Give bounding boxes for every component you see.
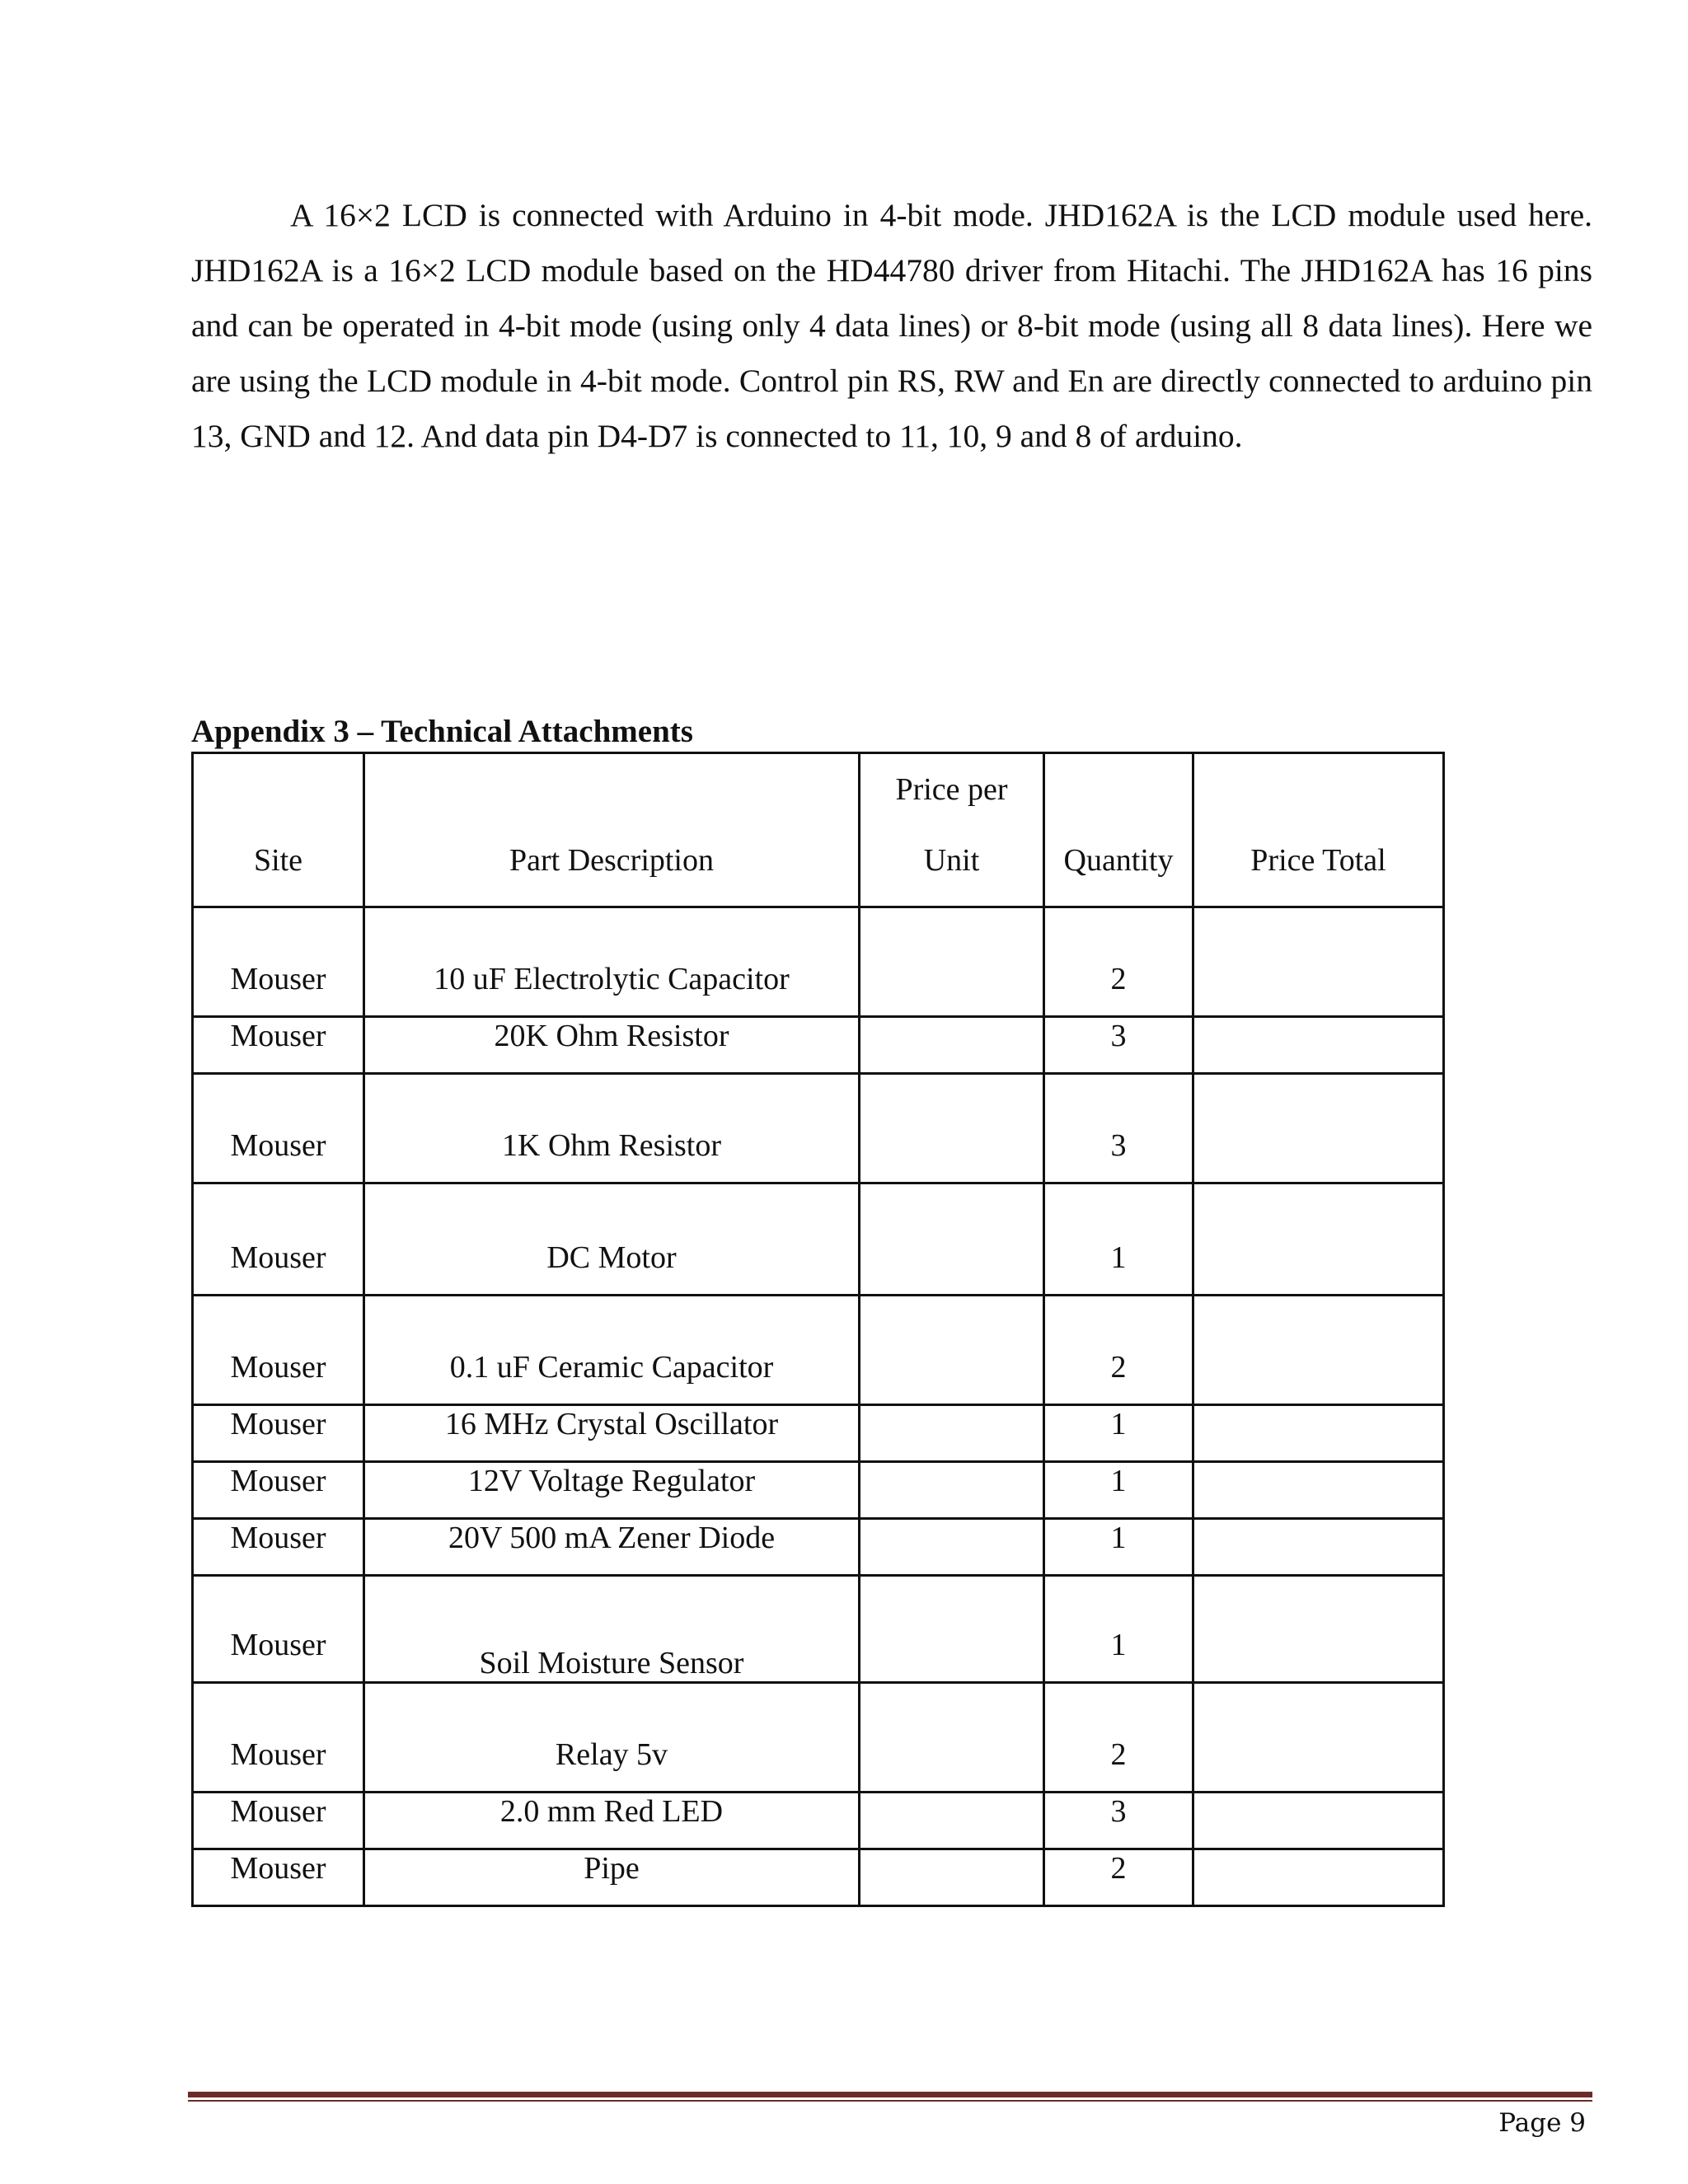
table-row [193, 1017, 1444, 1074]
row-quantity: 2 [1044, 1296, 1193, 1405]
row-price-total [1193, 1683, 1444, 1793]
row-quantity: 2 [1044, 907, 1193, 1017]
footer-rule-thin [188, 2100, 1592, 2102]
row-part: Soil Moisture Sensor [364, 1576, 860, 1683]
row-price-total [1193, 1519, 1444, 1576]
row-price-total [1193, 907, 1444, 1017]
row-price-total [1193, 1296, 1444, 1405]
row-site: Mouser [193, 1849, 364, 1906]
row-quantity: 1 [1044, 1462, 1193, 1519]
row-quantity: 1 [1044, 1576, 1193, 1683]
row-quantity: 3 [1044, 1017, 1193, 1074]
row-price-total [1193, 1405, 1444, 1462]
row-quantity: 1 [1044, 1183, 1193, 1296]
table-row [193, 1793, 1444, 1849]
row-price-total [1193, 1576, 1444, 1683]
row-part: Relay 5v [364, 1683, 860, 1793]
row-price-unit [860, 1576, 1044, 1683]
header-price-line1: Price per [895, 772, 1008, 807]
row-price-unit [860, 1074, 1044, 1183]
header-price-per-unit [860, 753, 1044, 907]
row-price-total [1193, 1849, 1444, 1906]
table-row [193, 1296, 1444, 1405]
row-price-unit [860, 1683, 1044, 1793]
row-price-total [1193, 1074, 1444, 1183]
row-site: Mouser [193, 1074, 364, 1183]
footer-rule-thick [188, 2092, 1592, 2097]
row-quantity: 2 [1044, 1849, 1193, 1906]
header-site: Site [193, 753, 364, 907]
row-quantity: 1 [1044, 1519, 1193, 1576]
row-site: Mouser [193, 1183, 364, 1296]
page-number: Page 9 [1498, 2108, 1586, 2138]
row-part: 2.0 mm Red LED [364, 1793, 860, 1849]
table-row [193, 1405, 1444, 1462]
row-part: 10 uF Electrolytic Capacitor [364, 907, 860, 1017]
row-site: Mouser [193, 907, 364, 1017]
parts-table [191, 752, 1445, 1907]
row-site: Mouser [193, 1405, 364, 1462]
table-row [193, 1462, 1444, 1519]
row-site: Mouser [193, 1519, 364, 1576]
table-row [193, 907, 1444, 1017]
row-site: Mouser [193, 1017, 364, 1074]
row-part: 0.1 uF Ceramic Capacitor [364, 1296, 860, 1405]
row-price-unit [860, 1849, 1044, 1906]
row-price-unit [860, 1017, 1044, 1074]
row-site: Mouser [193, 1683, 364, 1793]
row-quantity: 3 [1044, 1074, 1193, 1183]
row-price-unit [860, 1519, 1044, 1576]
table-header-row [193, 753, 1444, 907]
table-row [193, 1519, 1444, 1576]
row-quantity: 2 [1044, 1683, 1193, 1793]
body-paragraph: A 16×2 LCD is connected with Arduino in 4-bit mode. JHD162A is the LCD module used here. JHD162A is a 16×2 LCD module based on the HD44780 driver from Hitachi. The JHD162A has 16 pins and can be operated in 4-bit mode (using only 4 data lines) or 8-bit mode (using all 8 data lines). Here we are using the LCD module in 4-bit mode. Control pin RS, RW and En are directly connected to arduino pin 13, GND and 12. And data pin D4-D7 is connected to 11, 10, 9 and 8 of arduino. [191, 197, 1592, 454]
table-row [193, 1074, 1444, 1183]
header-price-line2: Unit [923, 843, 980, 878]
row-price-unit [860, 1183, 1044, 1296]
header-part-description: Part Description [364, 753, 860, 907]
row-part: 20V 500 mA Zener Diode [364, 1519, 860, 1576]
row-part: 20K Ohm Resistor [364, 1017, 860, 1074]
row-site: Mouser [193, 1793, 364, 1849]
row-price-unit [860, 1405, 1044, 1462]
row-price-unit [860, 1462, 1044, 1519]
row-quantity: 1 [1044, 1405, 1193, 1462]
row-site: Mouser [193, 1576, 364, 1683]
header-price-total: Price Total [1193, 753, 1444, 907]
header-quantity: Quantity [1044, 753, 1193, 907]
row-price-total [1193, 1183, 1444, 1296]
row-part: Pipe [364, 1849, 860, 1906]
row-part: 1K Ohm Resistor [364, 1074, 860, 1183]
row-price-total [1193, 1793, 1444, 1849]
row-site: Mouser [193, 1462, 364, 1519]
appendix-title: Appendix 3 – Technical Attachments [191, 714, 693, 749]
row-price-total [1193, 1017, 1444, 1074]
table-row [193, 1576, 1444, 1683]
row-price-total [1193, 1462, 1444, 1519]
table-row [193, 1183, 1444, 1296]
row-price-unit [860, 1296, 1044, 1405]
row-part: DC Motor [364, 1183, 860, 1296]
table-row [193, 1849, 1444, 1906]
row-site: Mouser [193, 1296, 364, 1405]
row-quantity: 3 [1044, 1793, 1193, 1849]
row-price-unit [860, 1793, 1044, 1849]
row-part: 16 MHz Crystal Oscillator [364, 1405, 860, 1462]
row-part: 12V Voltage Regulator [364, 1462, 860, 1519]
table-row [193, 1683, 1444, 1793]
row-price-unit [860, 907, 1044, 1017]
